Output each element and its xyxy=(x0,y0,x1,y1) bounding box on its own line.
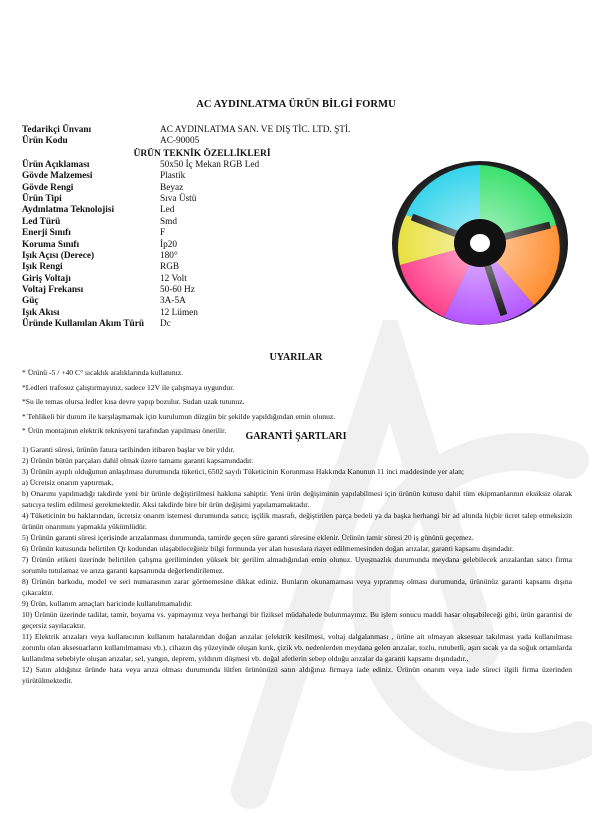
product-code-value: AC-90005 xyxy=(160,136,200,147)
spec-row xyxy=(22,160,372,171)
terms-item: b) Onarımı yapılmadığı takdirde yeni bir ürünle değiştirilmesi hakkına sahiptir. Yeni ürün değişiminin yapılabilmesi için ürünün kutusu dahil tüm ekipmanlarının eksiksiz olarak satıcıya teslim edilmesi gerekmektedir. Aksi takdirde bire bir ürün değişimi yapılamamaktadır. xyxy=(22,489,572,509)
spec-row xyxy=(22,262,372,273)
terms-item: 4) Tüketicinin bu haklarından, ücretsiz onarım istemesi durumunda satıcı; işçilik masrafı, değiştirilen parça bedeli ya da başka herhangi bir ad altında hiçbir ücret talep etmeksizin ürünün onarımını yapmakla yükümlüdür. xyxy=(22,511,572,531)
spec-value: Smd xyxy=(160,216,178,227)
spec-value: RGB xyxy=(160,262,180,273)
spec-value: 12 Volt xyxy=(160,273,187,284)
supplier-row xyxy=(22,125,372,136)
spec-row xyxy=(22,171,372,182)
spec-row xyxy=(22,228,372,239)
terms-item: 3) Ürünün ayıplı olduğunun anlaşılması durumunda tüketici, 6502 sayılı Tüketicinin Korunması Hakkında Kanunun 11 inci maddesinde yer alan; xyxy=(22,467,465,476)
spec-label: Güç xyxy=(22,296,39,307)
led-strip-reel-image xyxy=(384,155,576,330)
spec-value: Sıva Üstü xyxy=(160,193,197,204)
spec-row xyxy=(22,308,372,319)
spec-label: Ürün Açıklaması xyxy=(22,159,90,170)
spec-label: Ürün Tipi xyxy=(22,193,62,204)
spec-row xyxy=(22,274,372,285)
spec-label: Işık Açısı (Derece) xyxy=(22,250,95,261)
spec-label: Üründe Kullanılan Akım Türü xyxy=(22,319,145,330)
terms-item: 11) Elektrik arızaları veya kullanıcının kullanım hatalarından doğan arızalar (elektrik kesilmesi, voltaj dalgalanması , ürüne ait olmayan aksesuar takılması yada kullanılması zorunlu olan aksesuarların kullanılmaması vb.), cihazın dış yüzeyinde oluşan kırık, çizik vb. nedenlerden meydana gelen arızalar, tozlu, rutubetli, aşırı sıcak ya da soğuk ortamlarda kullanılma sebebiyle oluşan arızalar, sel, yangın, deprem, yıldırım düşmesi vb. doğal afetlerin sebep olduğu arızalar da garanti kapsamı dışındadır., xyxy=(22,632,572,663)
warning-item: * Tehlikeli bir durum ile karşılaşmamak için kurulumun düzgün bir şekilde yapıldığından emin olunuz. xyxy=(22,411,336,421)
terms-item: 7) Ürünün etiketi üzerinde belirtilen çalışma geriliminden yüksek bir gerilim almadığından emin olunuz. Uyuşmazlık durumunda meydana gelebilecek arızalardan satıcı firma sorumlu tutulamaz ve arıza garanti kapsamında değerlendirilemez. xyxy=(22,555,572,575)
supplier-label: Tedarikçi Ünvanı xyxy=(22,125,92,135)
spec-value: 50x50 İç Mekan RGB Led xyxy=(160,159,260,170)
spec-row xyxy=(22,194,372,205)
spec-value: 50-60 Hz xyxy=(160,285,195,296)
spec-table xyxy=(22,125,372,331)
spec-value: 180° xyxy=(160,250,178,261)
spec-label: Işık Rengi xyxy=(22,262,63,273)
spec-value: Beyaz xyxy=(160,182,184,193)
spec-row xyxy=(22,240,372,251)
form-title: AC AYDINLATMA ÜRÜN BİLGİ FORMU xyxy=(196,99,396,110)
spec-label: Led Türü xyxy=(22,216,61,227)
terms-list xyxy=(22,444,572,686)
spec-row xyxy=(22,217,372,228)
spec-label: Gövde Malzemesi xyxy=(22,171,93,182)
warning-item: *Ledleri trafosuz çalıştırmayınız, sadece 12V ile çalışmaya uygundur. xyxy=(22,382,235,392)
spec-value: Led xyxy=(160,205,175,216)
spec-row xyxy=(22,251,372,262)
spec-label: Işık Akısı xyxy=(22,307,60,318)
terms-item: a) Ücretsiz onarım yaptırmak, xyxy=(22,478,114,487)
spec-row xyxy=(22,296,372,307)
terms-item: 8) Ürünün barkodu, model ve seri numarasının zarar görmemesine dikkat ediniz. Bunların okunamaması veya yıpranmış olması durumunda, ürününüz garanti kapsamı dışına çıkacaktır. xyxy=(22,577,572,597)
spec-row xyxy=(22,285,372,296)
terms-item: 9) Ürün, kullanım amaçları haricinde kullanılmamalıdır. xyxy=(22,599,193,608)
warning-item: *Su ile temas olursa ledler kısa devre yapıp bozulur. Sudan uzak tutunuz. xyxy=(22,397,245,407)
spec-label: Giriş Voltajı xyxy=(22,273,71,284)
terms-item: 12) Satın aldığınız üründe hata veya arıza olması durumunda lütfen ürününüzü satın aldığınız firmaya iade ediniz. Ürünün onarım veya iade süreci ilgili firma üzerinden yürütülmektedir. xyxy=(22,665,572,685)
spec-value: Plastik xyxy=(160,171,186,182)
spec-row xyxy=(22,205,372,216)
spec-row xyxy=(22,183,372,194)
terms-item: 6) Ürünün kutusunda belirtilen Qr kodundan ulaşabileceğiniz bilgi formunda yer alan hususlara riayet edilmemesinden doğan arızalar, garanti kapsamı dışındadır. xyxy=(22,544,514,553)
spec-label: Gövde Rengi xyxy=(22,182,74,193)
supplier-value: AC AYDINLATMA SAN. VE DIŞ TİC. LTD. ŞTİ. xyxy=(160,125,351,135)
terms-item: 5) Ürünün garanti süresi içerisinde arızalanması durumunda, tamirde geçen süre garanti süresine eklenir. Ürünün tamir süresi 20 iş gününü geçemez. xyxy=(22,533,474,542)
warnings-title: UYARILAR xyxy=(269,352,323,363)
product-code-label: Ürün Kodu xyxy=(22,136,68,147)
spec-value: 3A-5A xyxy=(160,296,186,307)
spec-label: Voltaj Frekansı xyxy=(22,285,84,296)
spec-value: 12 Lümen xyxy=(160,307,198,318)
spec-row xyxy=(22,319,372,330)
spec-label: Koruma Sınıfı xyxy=(22,239,80,250)
terms-item: 2) Ürünün bütün parçaları dahil olmak üzere tamamı garanti kapsamındadır. xyxy=(22,456,254,465)
product-code-row xyxy=(22,136,372,147)
spec-value: F xyxy=(160,228,166,239)
spec-label: Aydınlatma Teknolojisi xyxy=(22,205,115,216)
warnings-list xyxy=(22,366,582,439)
terms-item: 1) Garanti süresi, ürünün fatura tarihinden itibaren başlar ve bir yıldır. xyxy=(22,445,235,454)
warning-item: * Ürün montajının elektrik teknisyeni tarafından yapılması önerilir. xyxy=(22,426,227,436)
spec-value: Dc xyxy=(160,319,171,330)
spec-value: İp20 xyxy=(160,239,178,250)
terms-item: 10) Ürünün üzerinde tadilat, tamir, boyama vs. yapmayınız veya herhangi bir fiziksel müdahalede bulunmayınız. Bu işlem sonucu maddi hasar oluşabileceği gibi, ürün garantisi de geçersiz sayılacaktır. xyxy=(22,610,572,630)
spec-label: Enerji Sınıfı xyxy=(22,228,71,239)
terms-title: GARANTİ ŞARTLARI xyxy=(245,431,347,442)
warning-item: * Ürünü -5 / +40 C° sıcaklık aralıklarında kullanınız. xyxy=(22,368,184,377)
spec-section-title: ÜRÜN TEKNİK ÖZELLİKLERİ xyxy=(133,148,271,159)
